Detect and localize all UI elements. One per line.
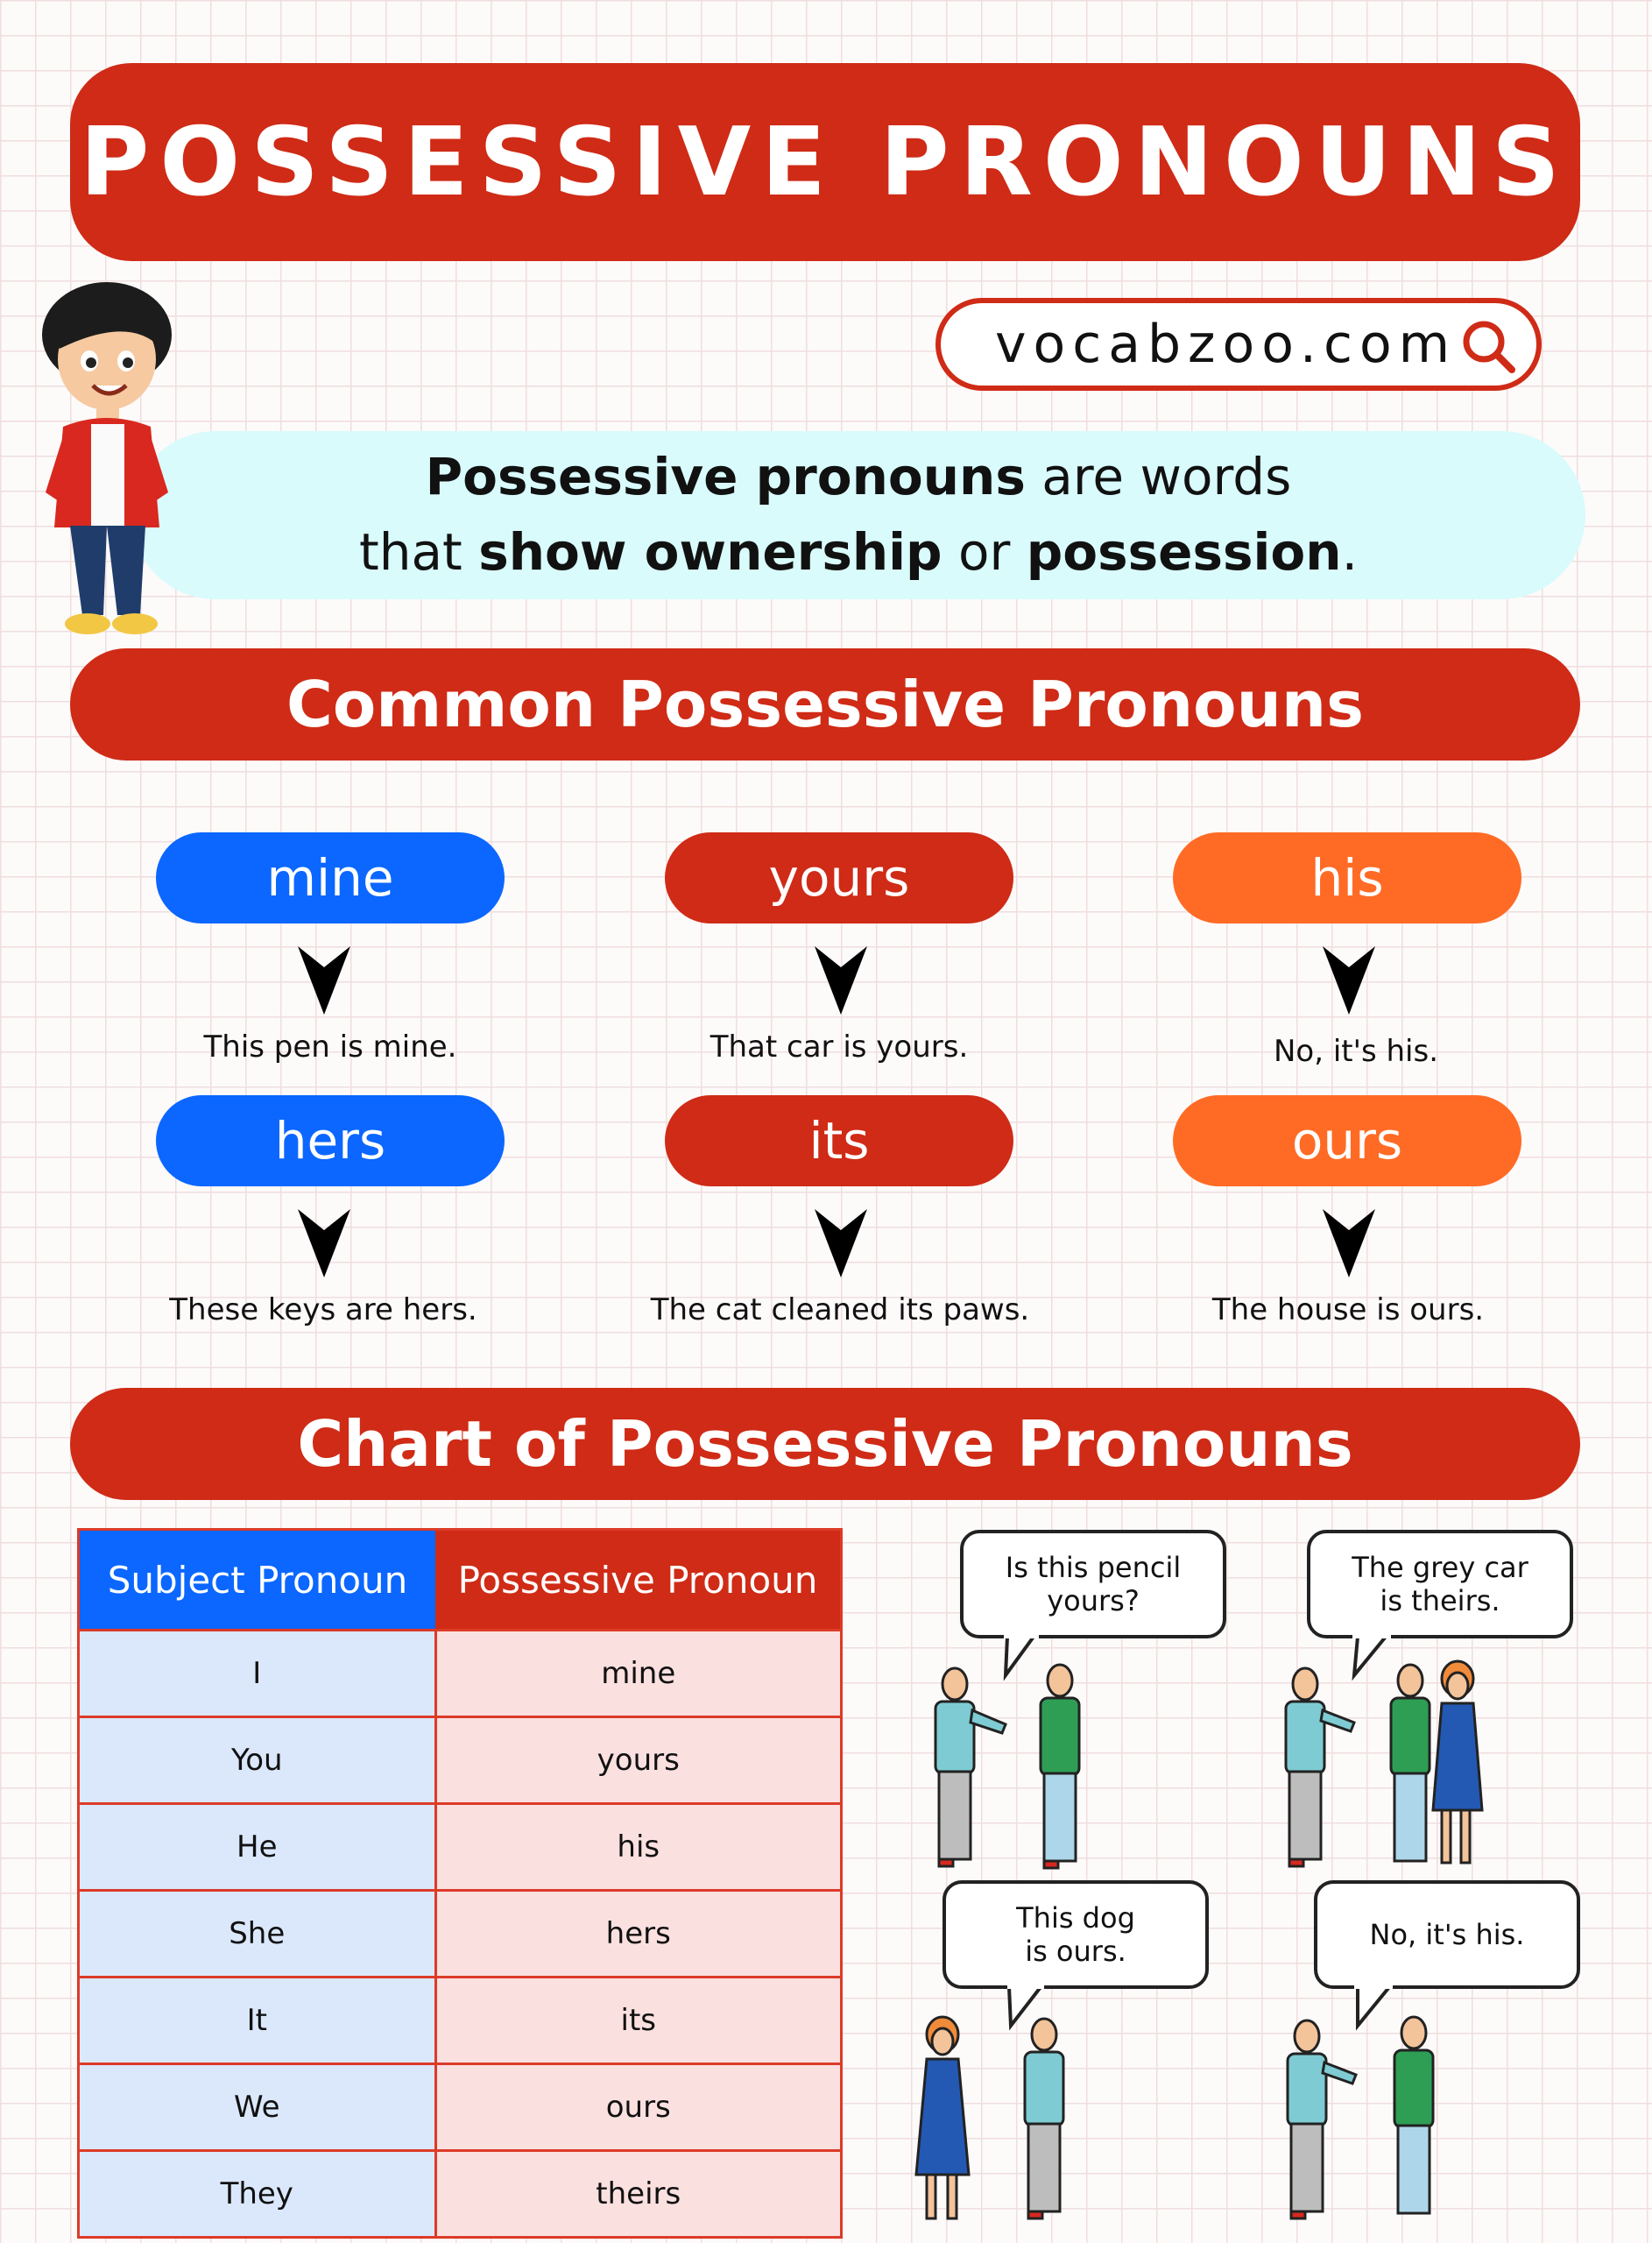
possessive-cell: his [435,1804,842,1891]
bubble-text: The grey car [1352,1551,1528,1584]
pronoun-word: yours [768,848,910,908]
person-figure [935,1668,1006,1866]
pronoun-pill-hers [156,1095,505,1186]
person-figure [1286,1668,1354,1866]
pronoun-word: its [808,1111,870,1171]
pronoun-word: his [1310,848,1384,908]
table-row [79,2064,842,2151]
person-figure [1433,1661,1482,1863]
arrow-down-icon [1323,1209,1375,1277]
definition-text: are words [1025,447,1292,506]
page-title: POSSESSIVE PRONOUNS [80,107,1571,217]
definition-text: that [358,522,479,582]
person-figure [1041,1665,1079,1868]
table-row [79,2151,842,2238]
definition-line-2 [131,522,1585,582]
definition-text: or [942,522,1027,582]
subject-cell: He [79,1804,436,1891]
person-figure [1025,2019,1063,2218]
column-header-subject: Subject Pronoun [79,1530,436,1631]
subject-cell: It [79,1978,436,2064]
possessive-cell: mine [435,1631,842,1717]
example-sentence: The house is ours. [1211,1292,1485,1327]
bubble-text: No, it's his. [1369,1918,1525,1951]
pronoun-word: mine [266,848,394,908]
bubble-text: Is this pencil [1005,1551,1182,1584]
person-figure [916,2017,969,2218]
definition-emphasis: show ownership [478,522,942,582]
example-sentence: These keys are hers. [169,1292,477,1327]
arrow-down-icon [298,946,350,1015]
pronoun-pill-his [1173,832,1521,923]
definition-term: Possessive pronouns [425,447,1026,506]
bubble-text: yours? [1047,1584,1140,1617]
subject-cell: She [79,1891,436,1978]
section-title: Common Possessive Pronouns [286,668,1364,741]
subject-cell: You [79,1717,436,1804]
table-row [79,1978,842,2064]
person-figure [1394,2017,1433,2213]
pronoun-pill-yours [665,832,1013,923]
pronoun-pill-ours [1173,1095,1521,1186]
person-figure [1391,1665,1430,1861]
example-sentence: This pen is mine. [203,1030,457,1065]
website-search-box[interactable] [935,298,1542,391]
table-row [79,1804,842,1891]
pronoun-pill-mine [156,832,505,923]
arrow-down-icon [815,1209,867,1277]
definition-emphasis: possession [1026,522,1342,582]
table-row [79,1631,842,1717]
bubble-text: is theirs. [1380,1584,1500,1617]
speech-bubble [960,1530,1226,1638]
subject-cell: They [79,2151,436,2238]
pronoun-word: hers [274,1111,386,1171]
arrow-down-icon [298,1209,350,1277]
definition-box [131,431,1585,599]
people-illustrations [902,1630,1652,2243]
example-sentence: No, it's his. [1273,1034,1438,1069]
subject-cell: We [79,2064,436,2151]
bubble-text: This dog [1016,1901,1135,1935]
example-sentence: That car is yours. [710,1030,969,1065]
pronoun-table [77,1528,843,2239]
pronoun-pill-its [665,1095,1013,1186]
possessive-cell: yours [435,1717,842,1804]
definition-text: . [1341,522,1358,582]
section-title: Chart of Possessive Pronouns [297,1407,1353,1481]
section-banner-common [70,648,1580,761]
table-row [79,1891,842,1978]
arrow-down-icon [1323,946,1375,1015]
possessive-cell: theirs [435,2151,842,2238]
title-banner [70,63,1580,261]
table-row [79,1717,842,1804]
speech-bubble [1307,1530,1573,1638]
arrow-down-icon [815,946,867,1015]
person-figure [1288,2020,1356,2218]
search-icon [1458,315,1521,379]
bubble-text: is ours. [1025,1935,1126,1968]
possessive-cell: hers [435,1891,842,1978]
column-header-possessive: Possessive Pronoun [435,1530,842,1631]
possessive-cell: ours [435,2064,842,2151]
definition-line-1 [131,447,1585,506]
cartoon-boy-illustration [19,273,194,641]
website-label: vocabzoo.com [995,314,1458,375]
example-sentence: The cat cleaned its paws. [650,1292,1030,1327]
table-header-row [79,1530,842,1631]
possessive-cell: its [435,1978,842,2064]
section-banner-chart [70,1388,1580,1500]
subject-cell: I [79,1631,436,1717]
pronoun-word: ours [1291,1111,1403,1171]
